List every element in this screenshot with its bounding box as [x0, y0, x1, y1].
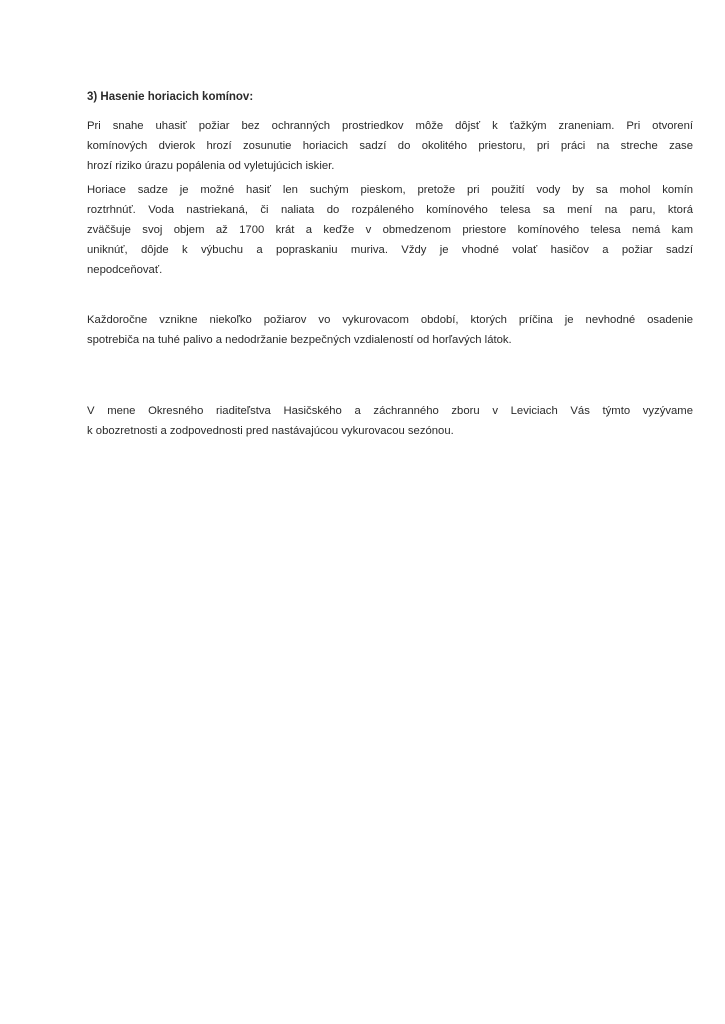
text-line: Horiace sadze je možné hasiť len suchým pieskom, pretože pri použití vody by sa mohol komín: [87, 184, 693, 196]
text-line: nepodceňovať.: [87, 264, 163, 276]
text-line: Pri snahe uhasiť požiar bez ochranných prostriedkov môže dôjsť k ťažkým zraneniam. Pri otvorení: [87, 120, 693, 132]
text-line: uniknúť, dôjde k výbuchu a popraskaniu muriva. Vždy je vhodné volať hasičov a požiar sadzí: [87, 244, 693, 256]
paragraph-4: [87, 401, 693, 441]
text-line: komínových dvierok hrozí zosunutie horiacich sadzí do okolitého priestoru, pri práci na streche zase: [87, 140, 693, 152]
text-line: spotrebiča na tuhé palivo a nedodržanie bezpečných vzdialeností od horľavých látok.: [87, 334, 512, 346]
text-line: Každoročne vznikne niekoľko požiarov vo vykurovacom období, ktorých príčina je nevhodné osadenie: [87, 314, 693, 326]
text-line: hrozí riziko úrazu popálenia od vyletujúcich iskier.: [87, 160, 335, 172]
paragraph-1: [87, 116, 693, 176]
text-line: k obozretnosti a zodpovednosti pred nastávajúcou vykurovacou sezónou.: [87, 425, 454, 437]
text-line: roztrhnúť. Voda nastriekaná, či naliata do rozpáleného komínového telesa sa mení na paru, ktorá: [87, 204, 693, 216]
paragraph-3: [87, 310, 693, 350]
paragraph-2: [87, 180, 693, 280]
text-line: V mene Okresného riaditeľstva Hasičského a záchranného zboru v Leviciach Vás týmto vyzývame: [87, 405, 693, 417]
section-heading: 3) Hasenie horiacich komínov:: [87, 91, 254, 103]
text-line: zväčšuje svoj objem až 1700 krát a keďže v obmedzenom priestore komínového telesa nemá kam: [87, 224, 693, 236]
